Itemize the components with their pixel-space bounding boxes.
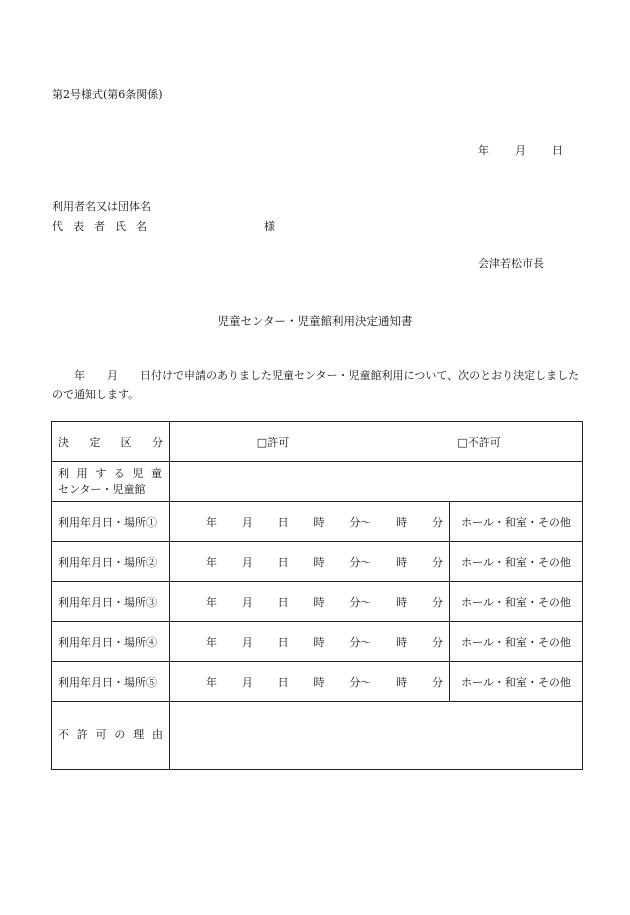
time-unit: 年 <box>206 515 217 529</box>
time-unit: 分 <box>431 675 443 689</box>
time-unit: 年 <box>206 595 217 609</box>
decision-table <box>51 421 583 770</box>
label-char: る <box>113 466 125 480</box>
usage-row <box>52 662 583 702</box>
time-unit: 月 <box>241 555 253 569</box>
document-title: 児童センター・児童館利用決定通知書 <box>217 314 413 328</box>
form-number: 第2号様式(第6条関係) <box>52 88 163 101</box>
facility-row <box>52 462 583 502</box>
body-text <box>52 366 582 404</box>
time-unit: 日 <box>277 675 289 689</box>
time-unit: 年 <box>206 635 217 649</box>
time-unit: 日 <box>277 635 289 649</box>
usage-place[interactable]: ホール・和室・その他 <box>450 542 583 582</box>
time-unit: 時 <box>396 635 408 649</box>
facility-label-line2: センター・児童館 <box>58 482 146 496</box>
time-unit: 年 <box>206 675 217 689</box>
label-char: 分 <box>151 435 163 449</box>
time-unit: 時 <box>396 515 408 529</box>
label-char: 定 <box>89 435 101 449</box>
reason-field[interactable] <box>170 702 583 770</box>
label-char: 理 <box>133 727 145 741</box>
label-char: 由 <box>151 727 163 741</box>
rep-char: 代 <box>52 220 63 233</box>
label-char: 可 <box>95 727 107 741</box>
time-unit: 分〜 <box>349 675 372 689</box>
label-char: 利 <box>58 466 69 480</box>
usage-place[interactable]: ホール・和室・その他 <box>450 662 583 702</box>
date-month: 月 <box>515 144 526 157</box>
usage-label: 利用年月日・場所⑤ <box>52 662 170 702</box>
rep-char: 者 <box>94 220 105 233</box>
usage-label: 利用年月日・場所④ <box>52 622 170 662</box>
usage-datetime[interactable] <box>170 542 450 582</box>
usage-row <box>52 622 583 662</box>
time-unit: 分〜 <box>349 635 372 649</box>
usage-datetime[interactable] <box>170 582 450 622</box>
usage-label: 利用年月日・場所② <box>52 542 170 582</box>
label-char: 用 <box>76 466 88 480</box>
time-unit: 時 <box>313 595 325 609</box>
representative-label <box>52 218 157 234</box>
usage-label: 利用年月日・場所③ <box>52 582 170 622</box>
label-char: 不 <box>58 727 69 741</box>
usage-row <box>52 502 583 542</box>
time-unit: 時 <box>313 555 325 569</box>
honorific: 様 <box>264 220 275 233</box>
reason-row <box>52 702 583 770</box>
usage-datetime[interactable] <box>170 662 450 702</box>
facility-field[interactable] <box>170 462 583 502</box>
body-rest: 日付けで申請のありました児童センター・児童館利用について、次のとおり決定しましたので通知します。 <box>52 369 580 401</box>
label-char: の <box>114 727 126 741</box>
time-unit: 分 <box>431 555 443 569</box>
time-unit: 時 <box>396 555 408 569</box>
deny-checkbox[interactable]: □不許可 <box>457 435 501 449</box>
reason-label <box>52 702 170 770</box>
usage-row <box>52 582 583 622</box>
time-unit: 日 <box>277 595 289 609</box>
time-unit: 時 <box>396 675 408 689</box>
time-unit: 月 <box>241 635 253 649</box>
label-char: 決 <box>58 435 69 449</box>
issuer: 会津若松市長 <box>478 257 544 270</box>
permit-checkbox[interactable]: □許可 <box>256 435 290 449</box>
time-unit: 分 <box>431 595 443 609</box>
time-unit: 日 <box>277 515 289 529</box>
time-unit: 分〜 <box>349 515 372 529</box>
body-year: 年 <box>74 369 85 382</box>
time-unit: 分〜 <box>349 555 372 569</box>
usage-datetime[interactable] <box>170 622 450 662</box>
usage-place[interactable]: ホール・和室・その他 <box>450 622 583 662</box>
time-unit: 時 <box>313 675 325 689</box>
decision-row <box>52 422 583 462</box>
date-year: 年 <box>478 144 489 157</box>
time-unit: 月 <box>241 515 253 529</box>
rep-char: 名 <box>136 220 147 233</box>
time-unit: 時 <box>396 595 408 609</box>
usage-datetime[interactable] <box>170 502 450 542</box>
time-unit: 月 <box>241 595 253 609</box>
usage-row <box>52 542 583 582</box>
label-char: 童 <box>150 466 162 480</box>
label-char: 児 <box>132 466 144 480</box>
recipient-name-label: 利用者名又は団体名 <box>52 200 151 213</box>
time-unit: 分 <box>431 515 443 529</box>
time-unit: 月 <box>241 675 253 689</box>
time-unit: 日 <box>277 555 289 569</box>
date-line <box>478 142 563 158</box>
time-unit: 時 <box>313 515 325 529</box>
decision-choices <box>170 422 583 462</box>
usage-place[interactable]: ホール・和室・その他 <box>450 502 583 542</box>
rep-char: 氏 <box>115 220 126 233</box>
label-char: 許 <box>76 727 88 741</box>
time-unit: 時 <box>313 635 325 649</box>
facility-label <box>52 462 170 502</box>
usage-place[interactable]: ホール・和室・その他 <box>450 582 583 622</box>
date-day: 日 <box>552 144 563 157</box>
decision-label <box>52 422 170 462</box>
label-char: す <box>95 466 107 480</box>
time-unit: 分〜 <box>349 595 372 609</box>
rep-char: 表 <box>73 220 84 233</box>
body-month: 月 <box>107 369 118 382</box>
time-unit: 年 <box>206 555 217 569</box>
label-char: 区 <box>120 435 132 449</box>
time-unit: 分 <box>431 635 443 649</box>
usage-label: 利用年月日・場所① <box>52 502 170 542</box>
